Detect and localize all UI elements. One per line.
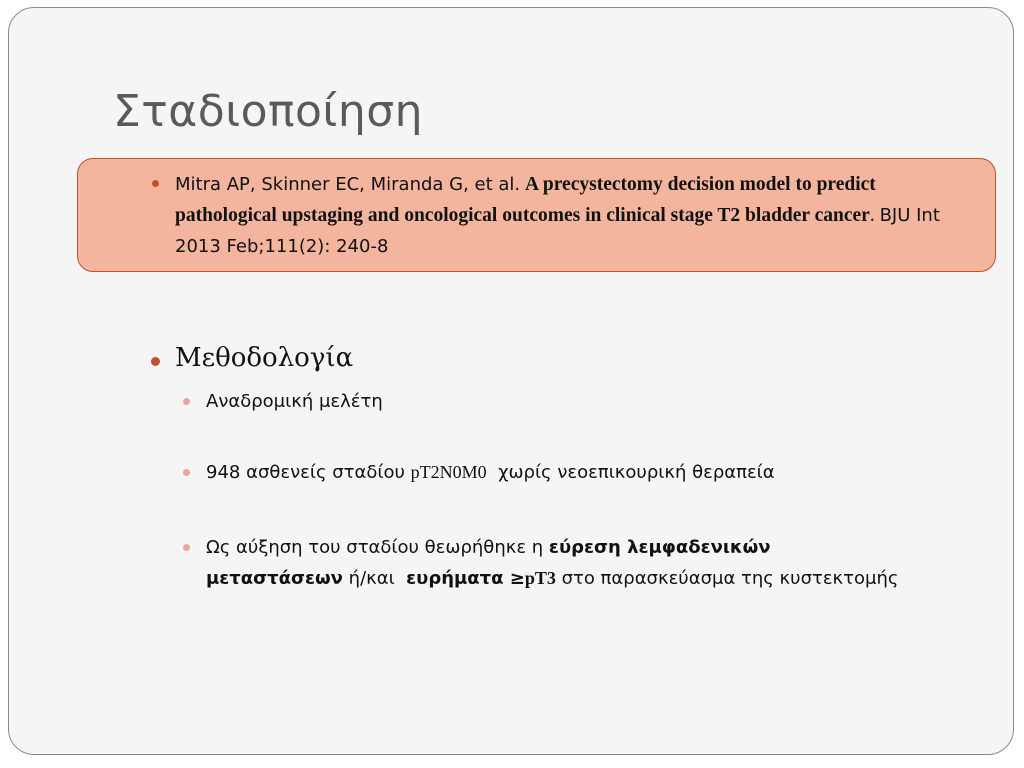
list-item — [183, 532, 906, 594]
list-item — [183, 386, 906, 417]
list-item-text — [206, 457, 906, 488]
bold-phrase: ευρήματα ≥ — [406, 568, 525, 589]
slide-frame — [8, 7, 1014, 755]
item-text-part: στο παρασκεύασμα της κυστεκτομής — [555, 568, 899, 589]
reference-authors: Mitra AP, Skinner EC, Miranda G, et al. — [175, 174, 521, 195]
list-item-text: Αναδρομική μελέτη — [206, 391, 383, 412]
methodology-heading: Μεθοδολογία — [175, 343, 354, 373]
list-item-text — [206, 532, 906, 594]
list-item — [183, 457, 906, 488]
item-text-part: ή/και — [342, 568, 407, 589]
stage-label: pT2N0M0 — [410, 462, 487, 482]
sub-bullet-dot — [183, 544, 190, 551]
item-text-part: χωρίς νεοεπικουρική θεραπεία — [486, 462, 775, 483]
reference-bullet — [152, 180, 159, 187]
reference-journal: BJU Int 2013 Feb;111(2): 240-8 — [175, 205, 940, 257]
stage-label: pT3 — [524, 568, 556, 588]
sub-bullet-dot — [183, 398, 190, 405]
bullet-dot — [151, 357, 160, 366]
item-text-part: Ως αύξηση του σταδίου θεωρήθηκε η — [206, 537, 549, 558]
item-text-part: 948 ασθενείς σταδίου — [206, 462, 411, 483]
reference-text — [175, 169, 965, 262]
sub-bullet-dot — [183, 469, 190, 476]
bold-phrase: εύρεση λεμφαδενικών μεταστάσεων — [206, 537, 771, 589]
slide-title: Σταδιοποίηση — [113, 86, 423, 137]
reference-box — [77, 158, 996, 272]
reference-period: . — [869, 205, 875, 226]
reference-paper-title: A precystectomy decision model to predict pathological upstaging and oncological outcomes in clinical stage T2 bladder cancer — [175, 174, 876, 226]
